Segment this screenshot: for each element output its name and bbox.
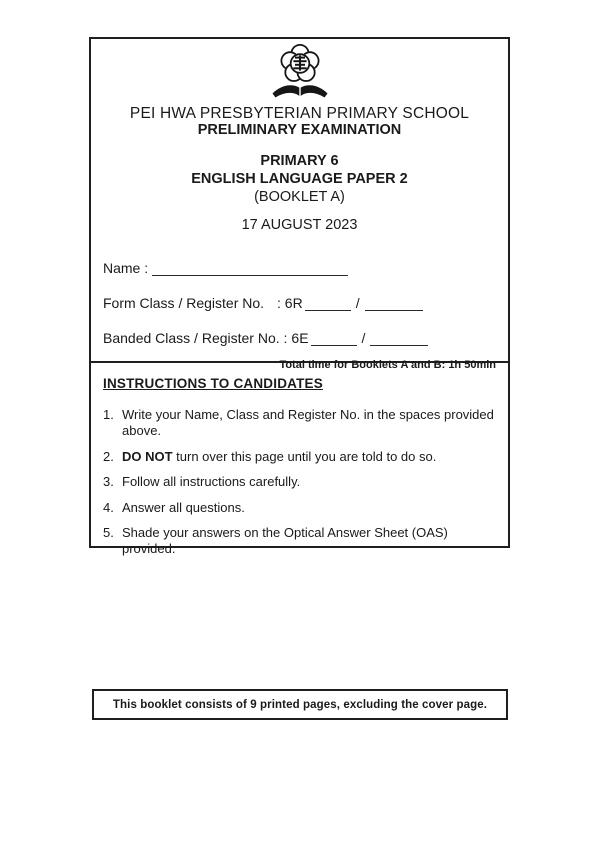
footer-note: This booklet consists of 9 printed pages, excluding the cover page. [112, 698, 488, 711]
total-time-note: Total time for Booklets A and B: 1h 50min [279, 359, 496, 371]
form-class-fill-line [305, 296, 351, 311]
banded-class-row [103, 324, 496, 346]
instruction-item [103, 407, 494, 439]
name-field-row [103, 254, 496, 276]
instruction-item [103, 525, 494, 557]
item-plain-text: Write your Name, Class and Register No. in the spaces provided above. [122, 407, 494, 438]
item-number: 3. [103, 474, 114, 489]
item-text [122, 500, 494, 516]
name-fill-line [152, 261, 348, 276]
instruction-item [103, 449, 494, 465]
item-text [122, 407, 494, 439]
banded-register-fill-line [370, 331, 428, 346]
footer-note-box [92, 689, 508, 720]
school-name: PEI HWA PRESBYTERIAN PRIMARY SCHOOL [129, 105, 470, 122]
item-text [122, 474, 494, 490]
cover-main-box [89, 37, 510, 556]
exam-date: 17 AUGUST 2023 [241, 217, 358, 233]
item-number: 1. [103, 407, 114, 422]
item-number: 5. [103, 525, 114, 540]
instructions-section [91, 363, 508, 567]
instruction-item [103, 500, 494, 516]
form-class-value-prefix: : 6R [277, 295, 303, 311]
name-label: Name : [103, 260, 149, 276]
school-crest-icon [270, 86, 330, 103]
item-plain-text: Shade your answers on the Optical Answer Sheet (OAS) provided. [122, 525, 448, 556]
form-register-fill-line [365, 296, 423, 311]
booklet-title: (BOOKLET A) [254, 189, 345, 205]
item-number: 2. [103, 448, 114, 464]
paper-title-block [103, 152, 496, 206]
subject-title: ENGLISH LANGUAGE PAPER 2 [191, 171, 408, 187]
slash-separator: / [355, 295, 360, 311]
item-bold-text: DO NOT [122, 448, 173, 464]
banded-class-label: Banded Class / Register No. : [103, 330, 288, 346]
banded-class-fill-line [311, 331, 357, 346]
slash-separator: / [361, 330, 366, 346]
instructions-heading: INSTRUCTIONS TO CANDIDATES [103, 376, 323, 391]
item-plain-text: Answer all questions. [122, 499, 245, 515]
exam-title: PRELIMINARY EXAMINATION [197, 122, 402, 138]
instructions-list [103, 407, 494, 557]
banded-class-value-prefix: 6E [291, 330, 309, 346]
candidate-fields [103, 254, 496, 346]
item-text [122, 449, 494, 465]
instruction-item [103, 474, 494, 490]
item-text [122, 525, 494, 557]
header-section [91, 39, 508, 371]
crest-wrap [103, 42, 496, 104]
item-plain-text: turn over this page until you are told to do so. [172, 448, 437, 464]
item-plain-text: Follow all instructions carefully. [122, 474, 301, 489]
form-class-label: Form Class / Register No. [103, 295, 265, 311]
form-class-row [103, 289, 496, 311]
level-title: PRIMARY 6 [260, 153, 339, 169]
item-number: 4. [103, 499, 114, 515]
